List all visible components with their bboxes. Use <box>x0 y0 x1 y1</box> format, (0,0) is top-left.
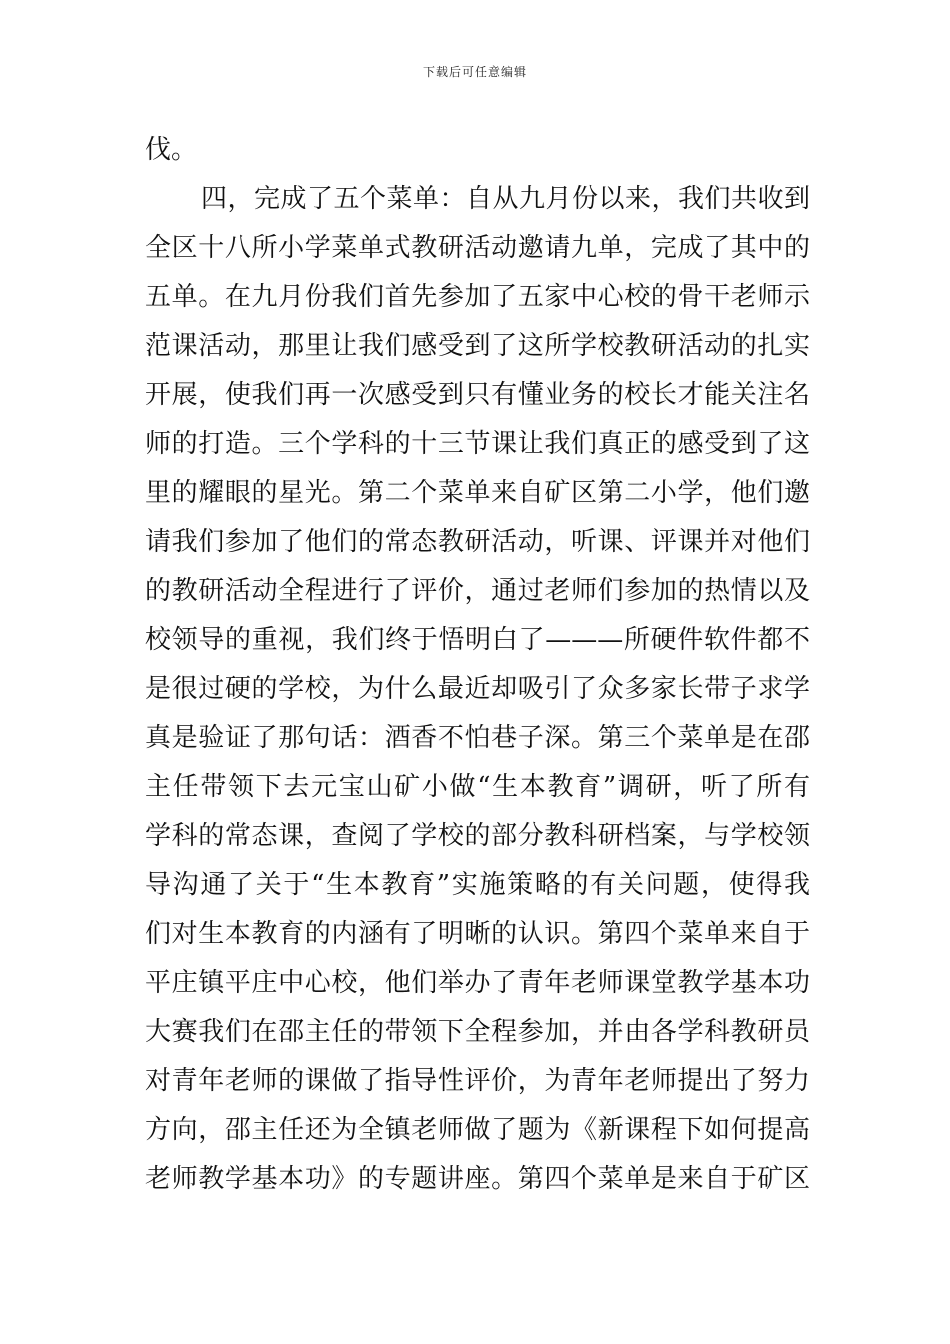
text-line: 的教研活动全程进行了评价，通过老师们参加的热情以及 <box>145 576 810 606</box>
text-line: 导沟通了关于“生本教育”实施策略的有关问题，使得我 <box>145 870 810 900</box>
text-line: 全区十八所小学菜单式教研活动邀请九单，完成了其中的 <box>145 233 810 263</box>
text-line: 主任带领下去元宝山矿小做“生本教育”调研，听了所有 <box>145 772 810 802</box>
text-line: 五单。在九月份我们首先参加了五家中心校的骨干老师示 <box>145 282 810 312</box>
page-header: 下载后可任意编辑 <box>422 65 527 79</box>
text-line: 大赛我们在邵主任的带领下全程参加，并由各学科教研员 <box>145 1017 810 1047</box>
text-line: 学科的常态课，查阅了学校的部分教科研档案，与学校领 <box>145 821 810 851</box>
text-line: 真是验证了那句话：酒香不怕巷子深。第三个菜单是在邵 <box>145 723 810 753</box>
text-line: 师的打造。三个学科的十三节课让我们真正的感受到了这 <box>145 429 810 459</box>
text-line: 四，完成了五个菜单：自从九月份以来，我们共收到 <box>201 184 810 214</box>
text-line: 伐。 <box>145 135 198 165</box>
text-line: 范课活动，那里让我们感受到了这所学校教研活动的扎实 <box>145 331 810 361</box>
text-line: 请我们参加了他们的常态教研活动，听课、评课并对他们 <box>145 527 810 557</box>
text-line: 对青年老师的课做了指导性评价，为青年老师提出了努力 <box>145 1066 810 1096</box>
text-line: 开展，使我们再一次感受到只有懂业务的校长才能关注名 <box>145 380 810 410</box>
text-line: 校领导的重视，我们终于悟明白了———所硬件软件都不 <box>145 625 810 655</box>
body-text <box>145 126 810 1204</box>
text-line: 老师教学基本功》的专题讲座。第四个菜单是来自于矿区 <box>145 1164 810 1194</box>
text-line: 里的耀眼的星光。第二个菜单来自矿区第二小学，他们邀 <box>145 478 810 508</box>
text-line: 方向，邵主任还为全镇老师做了题为《新课程下如何提高 <box>145 1115 810 1145</box>
text-line: 是很过硬的学校，为什么最近却吸引了众多家长带子求学 <box>145 674 810 704</box>
text-line: 平庄镇平庄中心校，他们举办了青年老师课堂教学基本功 <box>145 968 810 998</box>
text-line: 们对生本教育的内涵有了明晰的认识。第四个菜单来自于 <box>145 919 810 949</box>
